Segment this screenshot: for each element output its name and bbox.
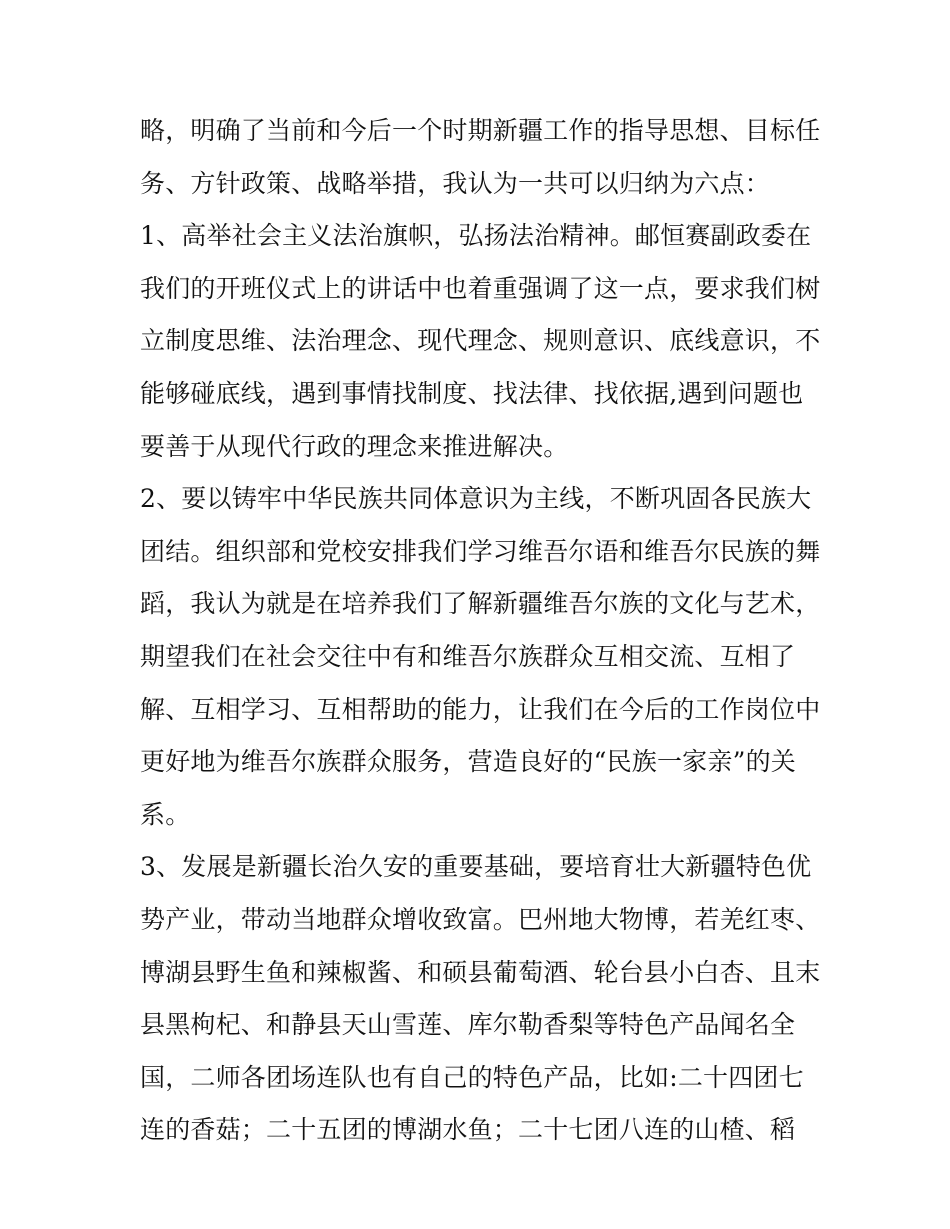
text-line: 团结。组织部和党校安排我们学习维吾尔语和维吾尔民族的舞 <box>140 536 821 566</box>
text-line: 连的香菇；二十五团的博湖水鱼；二十七团八连的山楂、稻 <box>140 1115 796 1145</box>
text-line: 3、发展是新疆长治久安的重要基础，要培育壮大新疆特色优 <box>140 852 812 882</box>
text-line: 博湖县野生鱼和辣椒酱、和硕县葡萄酒、轮台县小白杏、且末 <box>140 957 821 987</box>
document-body <box>140 105 821 1157</box>
text-line: 略，明确了当前和今后一个时期新疆工作的指导思想、目标任 <box>140 116 821 145</box>
text-line: 蹈，我认为就是在培养我们了解新疆维吾尔族的文化与艺术， <box>140 589 821 619</box>
text-line: 务、方针政策、战略举措，我认为一共可以归纳为六点： <box>140 168 771 198</box>
text-line: 2、要以铸牢中华民族共同体意识为主线，不断巩固各民族大 <box>140 484 812 514</box>
text-line: 立制度思维、法治理念、现代理念、规则意识、底线意识，不 <box>140 326 821 356</box>
text-line: 要善于从现代行政的理念来推进解决。 <box>140 431 569 461</box>
text-line: 系。 <box>140 799 191 829</box>
text-line: 势产业，带动当地群众增收致富。巴州地大物博，若羌红枣、 <box>140 904 821 934</box>
text-line: 能够碰底线，遇到事情找制度、找法律、找依据,遇到问题也 <box>140 378 804 408</box>
text-line: 1、高举社会主义法治旗帜，弘扬法治精神。邮恒赛副政委在 <box>140 221 812 251</box>
text-line: 县黑枸杞、和静县天山雪莲、库尔勒香梨等特色产品闻名全 <box>140 1010 796 1040</box>
text-line: 解、互相学习、互相帮助的能力，让我们在今后的工作岗位中 <box>140 694 821 724</box>
text-line: 我们的开班仪式上的讲话中也着重强调了这一点，要求我们树 <box>140 273 821 303</box>
text-line: 更好地为维吾尔族群众服务，营造良好的“民族一家亲”的关 <box>140 747 796 777</box>
text-line: 期望我们在社会交往中有和维吾尔族群众互相交流、互相了 <box>140 641 796 671</box>
text-line: 国，二师各团场连队也有自己的特色产品，比如:二十四团七 <box>140 1062 804 1092</box>
